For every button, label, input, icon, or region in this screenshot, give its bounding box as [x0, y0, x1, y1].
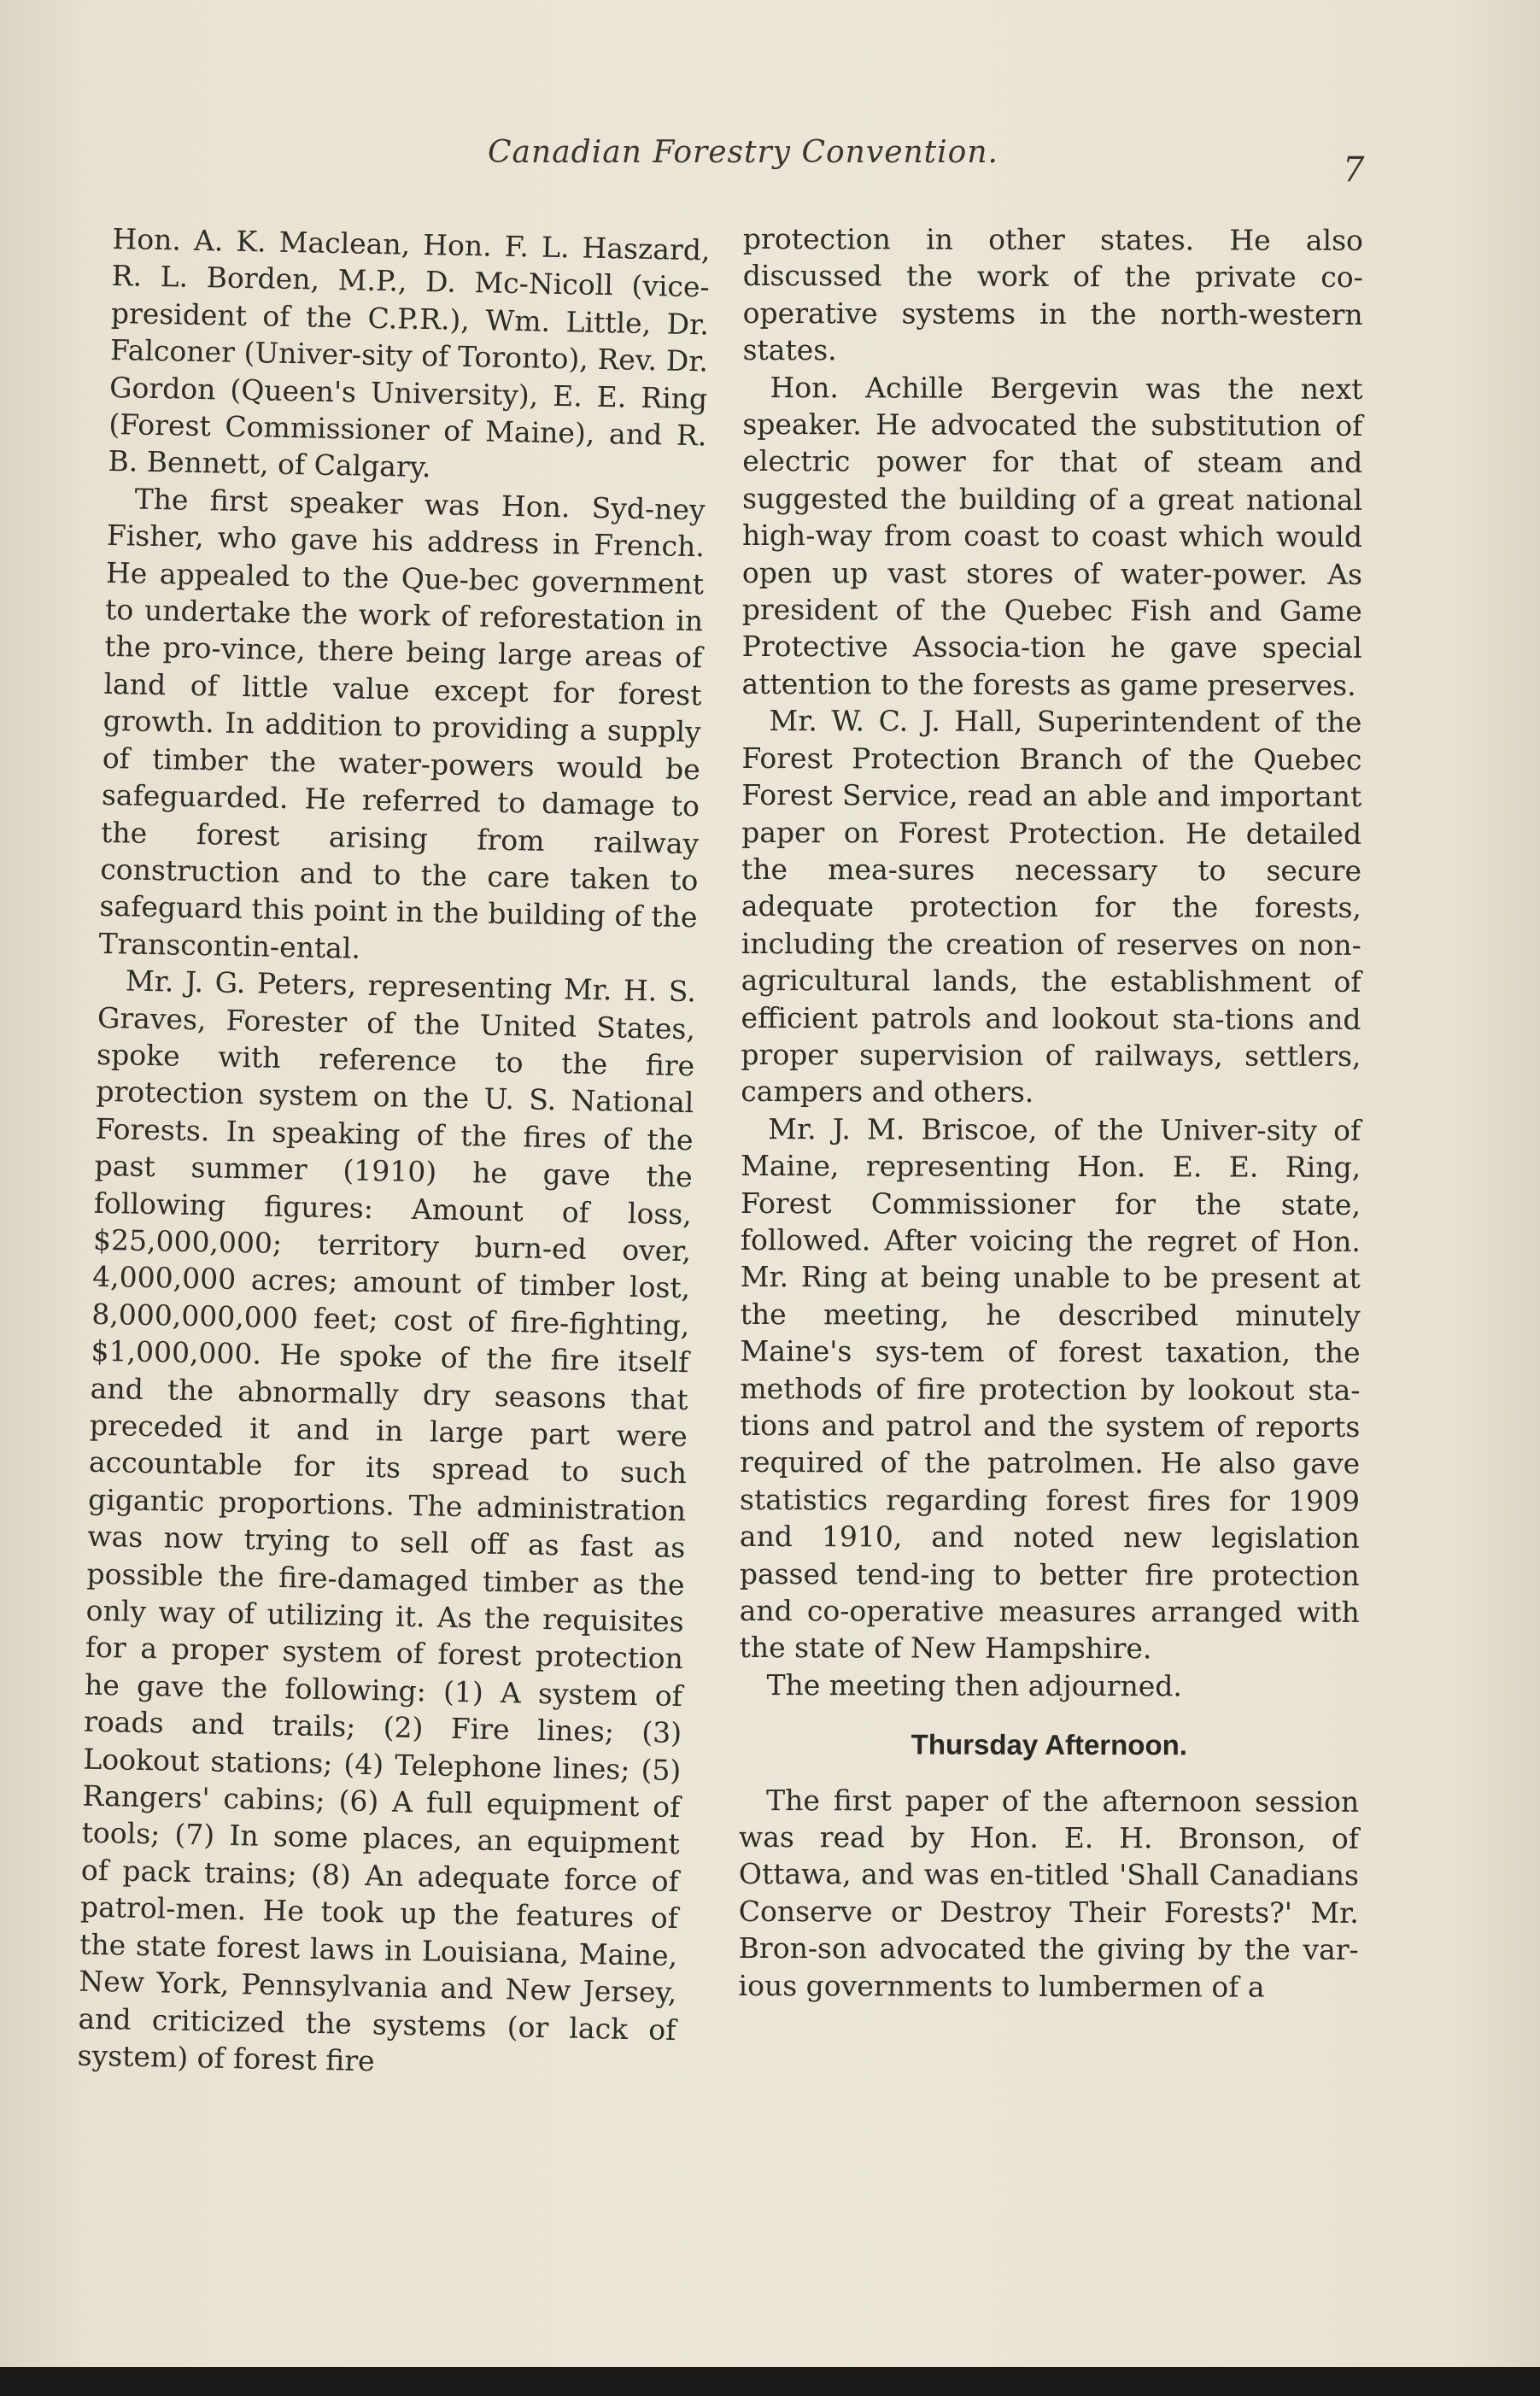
paragraph-fisher-address: The first speaker was Hon. Syd-ney Fisher, who gave his address in French. He appealed to the Que-bec government to undertake the work of reforestation in the pro-vince, there being large areas of land of little value except for forest growth. In addition to providing a supply of timber the water-powers would be safeguarded. He referred to damage to the forest arising from railway construction and to the care taken to safeguard this point in the building of the Transcontin-ental. [98, 482, 706, 965]
running-head-title: Canadian Forestry Convention. [488, 135, 998, 170]
right-text-column [739, 220, 1363, 2006]
paragraph-adjournment: The meeting then adjourned. [766, 1667, 1182, 1703]
left-text-column [77, 220, 711, 2085]
paragraph-protection-continued: protection in other states. He also discussed the work of the private co-operative systems in the north-western states. [742, 222, 1363, 367]
paragraph-peters-report: Mr. J. G. Peters, representing Mr. H. S. Graves, Forester of the United States, spoke with reference to the fire protection system on the U. S. National Forests. In speaking of the fires of the past summer (1910) he gave the following figures: Amount of loss, $25,000,000; territory burn-ed over, 4,000,000 acres; amount of timber lost, 8,000,000,000 feet; cost of fire-fighting, $1,000,000. He spoke of the fire itself and the abnormally dry seasons that preceded it and in large part were accountable for its spread to such gigantic proportions. The administration was now trying to sell off as fast as possible the fire-damaged timber as the only way of utilizing it. As the requisites for a proper system of forest protection he gave the following: (1) A system of roads and trails; (2) Fire lines; (3) Lookout stations; (4) Telephone lines; (5) Rangers' cabins; (6) A full equipment of tools; (7) In some places, an equipment of pack trains; (8) An adequate force of patrol-men. He took up the features of the state forest laws in Louisiana, Maine, New York, Pennsylvania and New Jersey, and criticized the systems (or lack of system) of forest fire [77, 964, 697, 2078]
paragraph-bergevin-speech: Hon. Achille Bergevin was the next speaker. He advocated the substitution of electric power for that of steam and suggested the building of a great national high-way from coast to coast which would open up vast stores of water-power. As president of the Quebec Fish and Game Protective Associa-tion he gave special attention to the forests as game preserves. [741, 370, 1363, 702]
paragraph-briscoe-report: Mr. J. M. Briscoe, of the Univer-sity of Maine, representing Hon. E. E. Ring, Forest Commissioner for the state, followed. After voicing the regret of Hon. Mr. Ring at being unable to be present at the meeting, he described minutely Maine's sys-tem of forest taxation, the methods of fire protection by lookout sta-tions and patrol and the system of reports required of the patrolmen. He also gave statistics regarding forest fires for 1909 and 1910, and noted new legislation passed tend-ing to better fire protection and co-operative measures arranged with the state of New Hampshire. [739, 1111, 1361, 1666]
paragraph-hall-paper: Mr. W. C. J. Hall, Superintendent of the Forest Protection Branch of the Quebec Forest Service, read an able and important paper on Forest Protection. He detailed the mea-sures necessary to secure adequate protection for the forests, including the creation of reserves on non-agricultural lands, the establishment of efficient patrols and lookout sta-tions and proper supervision of railways, settlers, campers and others. [741, 704, 1362, 1110]
section-heading-thursday-afternoon: Thursday Afternoon. [911, 1728, 1188, 1761]
page-number: 7 [1343, 150, 1365, 190]
paragraph-bronson-paper: The first paper of the afternoon session was read by Hon. E. H. Bronson, of Ottawa, and was en-titled 'Shall Canadians Conserve or Destroy Their Forests?' Mr. Bron-son advocated the giving by the var-ious governments to lumbermen of a [738, 1783, 1360, 2004]
paragraph-attendees-continued: Hon. A. K. Maclean, Hon. F. L. Haszard, R. L. Borden, M.P., D. Mc-Nicoll (vice-president of the C.P.R.), Wm. Little, Dr. Falconer (Univer-sity of Toronto), Rev. Dr. Gordon (Queen's University), E. E. Ring (Forest Commissioner of Maine), and R. B. Bennett, of Calgary. [108, 221, 711, 484]
scan-bottom-edge [0, 2367, 1540, 2396]
